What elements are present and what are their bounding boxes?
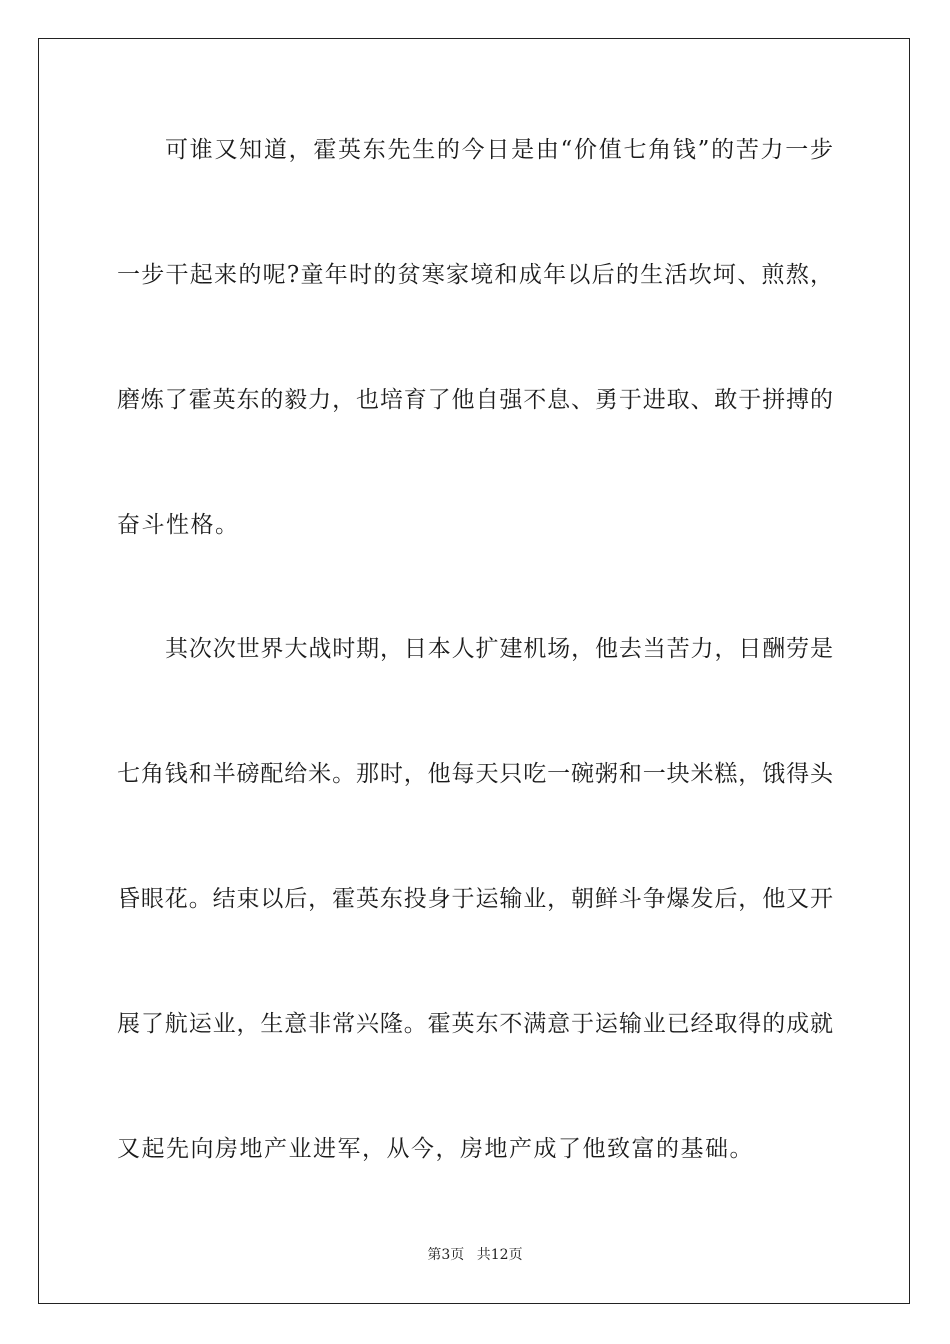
paragraph-1-line-4: 奋斗性格。 — [117, 512, 240, 538]
page-footer — [0, 1245, 950, 1265]
paragraph-2-line-4: 展了航运业，生意非常兴隆。霍英东不满意于运输业已经取得的成就 — [117, 1011, 833, 1037]
paragraph-2-line-2: 七角钱和半磅配给米。那时，他每天只吃一碗粥和一块米糕，饿得头 — [117, 761, 833, 787]
page-border — [38, 38, 910, 1304]
paragraph-2-line-5: 又起先向房地产业进军，从今，房地产成了他致富的基础。 — [117, 1136, 754, 1162]
paragraph-2-line-3: 昏眼花。结束以后，霍英东投身于运输业，朝鲜斗争爆发后，他又开 — [117, 886, 833, 912]
paragraph-1-line-3: 磨炼了霍英东的毅力，也培育了他自强不息、勇于进取、敢于拼搏的 — [117, 387, 833, 413]
paragraph-1-line-1: 可谁又知道，霍英东先生的今日是由“价值七角钱”的苦力一步 — [165, 137, 833, 163]
paragraph-2-line-1: 其次次世界大战时期，日本人扩建机场，他去当苦力，日酬劳是 — [165, 636, 833, 662]
total-pages: 共12页 — [476, 1247, 523, 1263]
paragraph-1-line-2: 一步干起来的呢?童年时的贫寒家境和成年以后的生活坎坷、煎熬， — [117, 262, 833, 288]
page-number: 第3页 — [427, 1247, 465, 1263]
